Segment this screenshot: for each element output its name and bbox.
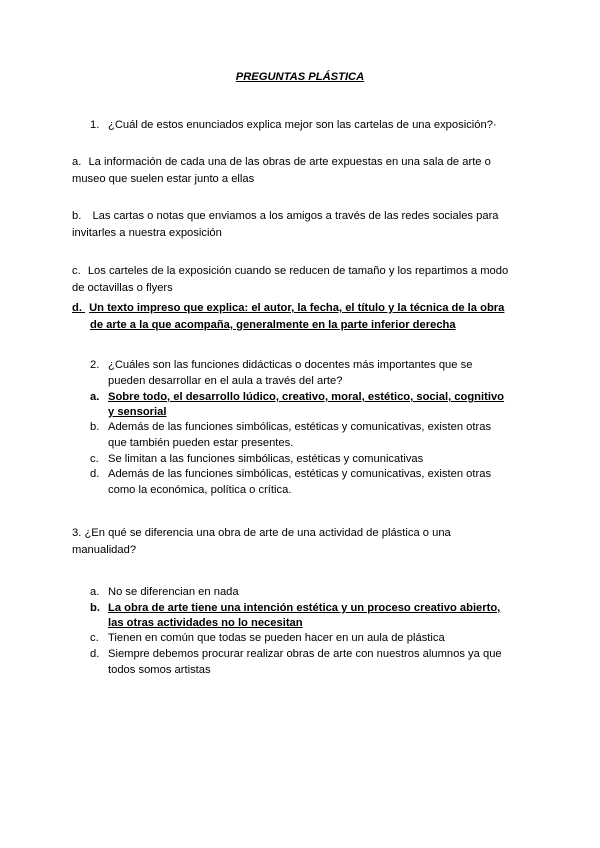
page-title: PREGUNTAS PLÁSTICA	[235, 71, 365, 83]
q1-option-c-line1: Los carteles de la exposición cuando se reducen de tamaño y los repartimos a modo	[87, 265, 509, 277]
q1-option-c-letter: c.	[72, 265, 81, 277]
q1-option-a-line2: museo que suelen estar junto a ellas	[72, 173, 255, 185]
q2-option-a-line1: Sobre todo, el desarrollo lúdico, creativo, moral, estético, social, cognitivo	[108, 391, 505, 403]
q1-option-d	[72, 300, 504, 316]
q3-text-line2: manualidad?	[72, 544, 137, 556]
q1-option-c	[72, 263, 508, 279]
q1-option-b-letter: b.	[72, 210, 82, 222]
q1-option-a-line1: La información de cada una de las obras de arte expuestas en una sala de arte o	[88, 156, 491, 168]
q2-text-line1: ¿Cuáles son las funciones didácticas o docentes más importantes que se	[108, 359, 473, 371]
q2-option-d-letter: d.	[90, 468, 100, 480]
q2-option-c-line1: Se limitan a las funciones simbólicas, estéticas y comunicativas	[108, 453, 424, 465]
q3-option-a-line1: No se diferencian en nada	[108, 586, 239, 598]
q3-option-c-line1: Tienen en común que todas se pueden hacer en un aula de plástica	[108, 632, 445, 644]
q2-option-b-letter: b.	[90, 421, 100, 433]
q1-option-b-line2: invitarles a nuestra exposición	[72, 227, 222, 239]
q1-option-d-letter: d.	[72, 302, 82, 314]
q3-option-d-line2: todos somos artistas	[108, 664, 211, 676]
q3-option-b-line1: La obra de arte tiene una intención estética y un proceso creativo abierto,	[108, 602, 501, 614]
q2-option-a-line2: y sensorial	[108, 406, 167, 418]
q3-option-b-line2: las otras actividades no lo necesitan	[108, 617, 303, 629]
q2-option-c-letter: c.	[90, 453, 99, 465]
q2-option-b-line2: que también pueden estar presentes.	[108, 437, 294, 449]
q2-option-d-line2: como la económica, política o crítica.	[108, 484, 292, 496]
q3-option-b-letter: b.	[90, 602, 100, 614]
q1-option-a-letter: a.	[72, 156, 82, 168]
q3-option-d-letter: d.	[90, 648, 100, 660]
q2-number: 2.	[90, 359, 100, 371]
q2-text-line2: pueden desarrollar en el aula a través del arte?	[108, 375, 343, 387]
q2-option-b-line1: Además de las funciones simbólicas, estéticas y comunicativas, existen otras	[108, 421, 492, 433]
q3-text-line1: 3. ¿En qué se diferencia una obra de arte de una actividad de plástica o una	[72, 527, 451, 539]
q3-option-a-letter: a.	[90, 586, 100, 598]
q3-option-d-line1: Siempre debemos procurar realizar obras de arte con nuestros alumnos ya que	[108, 648, 502, 660]
q1-option-a	[72, 154, 491, 170]
q2-option-d-line1: Además de las funciones simbólicas, estéticas y comunicativas, existen otras	[108, 468, 492, 480]
q1-option-d-line2: de arte a la que acompaña, generalmente en la parte inferior derecha	[90, 319, 456, 331]
q1-option-c-line2: de octavillas o flyers	[72, 282, 173, 294]
q1-text: ¿Cuál de estos enunciados explica mejor son las cartelas de una exposición?·	[108, 119, 497, 131]
q1-option-d-line1: Un texto impreso que explica: el autor, la fecha, el título y la técnica de la obra	[89, 302, 505, 314]
q2-option-a-letter: a.	[90, 391, 100, 403]
q1-option-b-line1: Las cartas o notas que enviamos a los amigos a través de las redes sociales para	[92, 210, 499, 222]
q3-option-c-letter: c.	[90, 632, 99, 644]
q1-number: 1.	[90, 119, 100, 131]
q1-option-b	[72, 208, 499, 224]
